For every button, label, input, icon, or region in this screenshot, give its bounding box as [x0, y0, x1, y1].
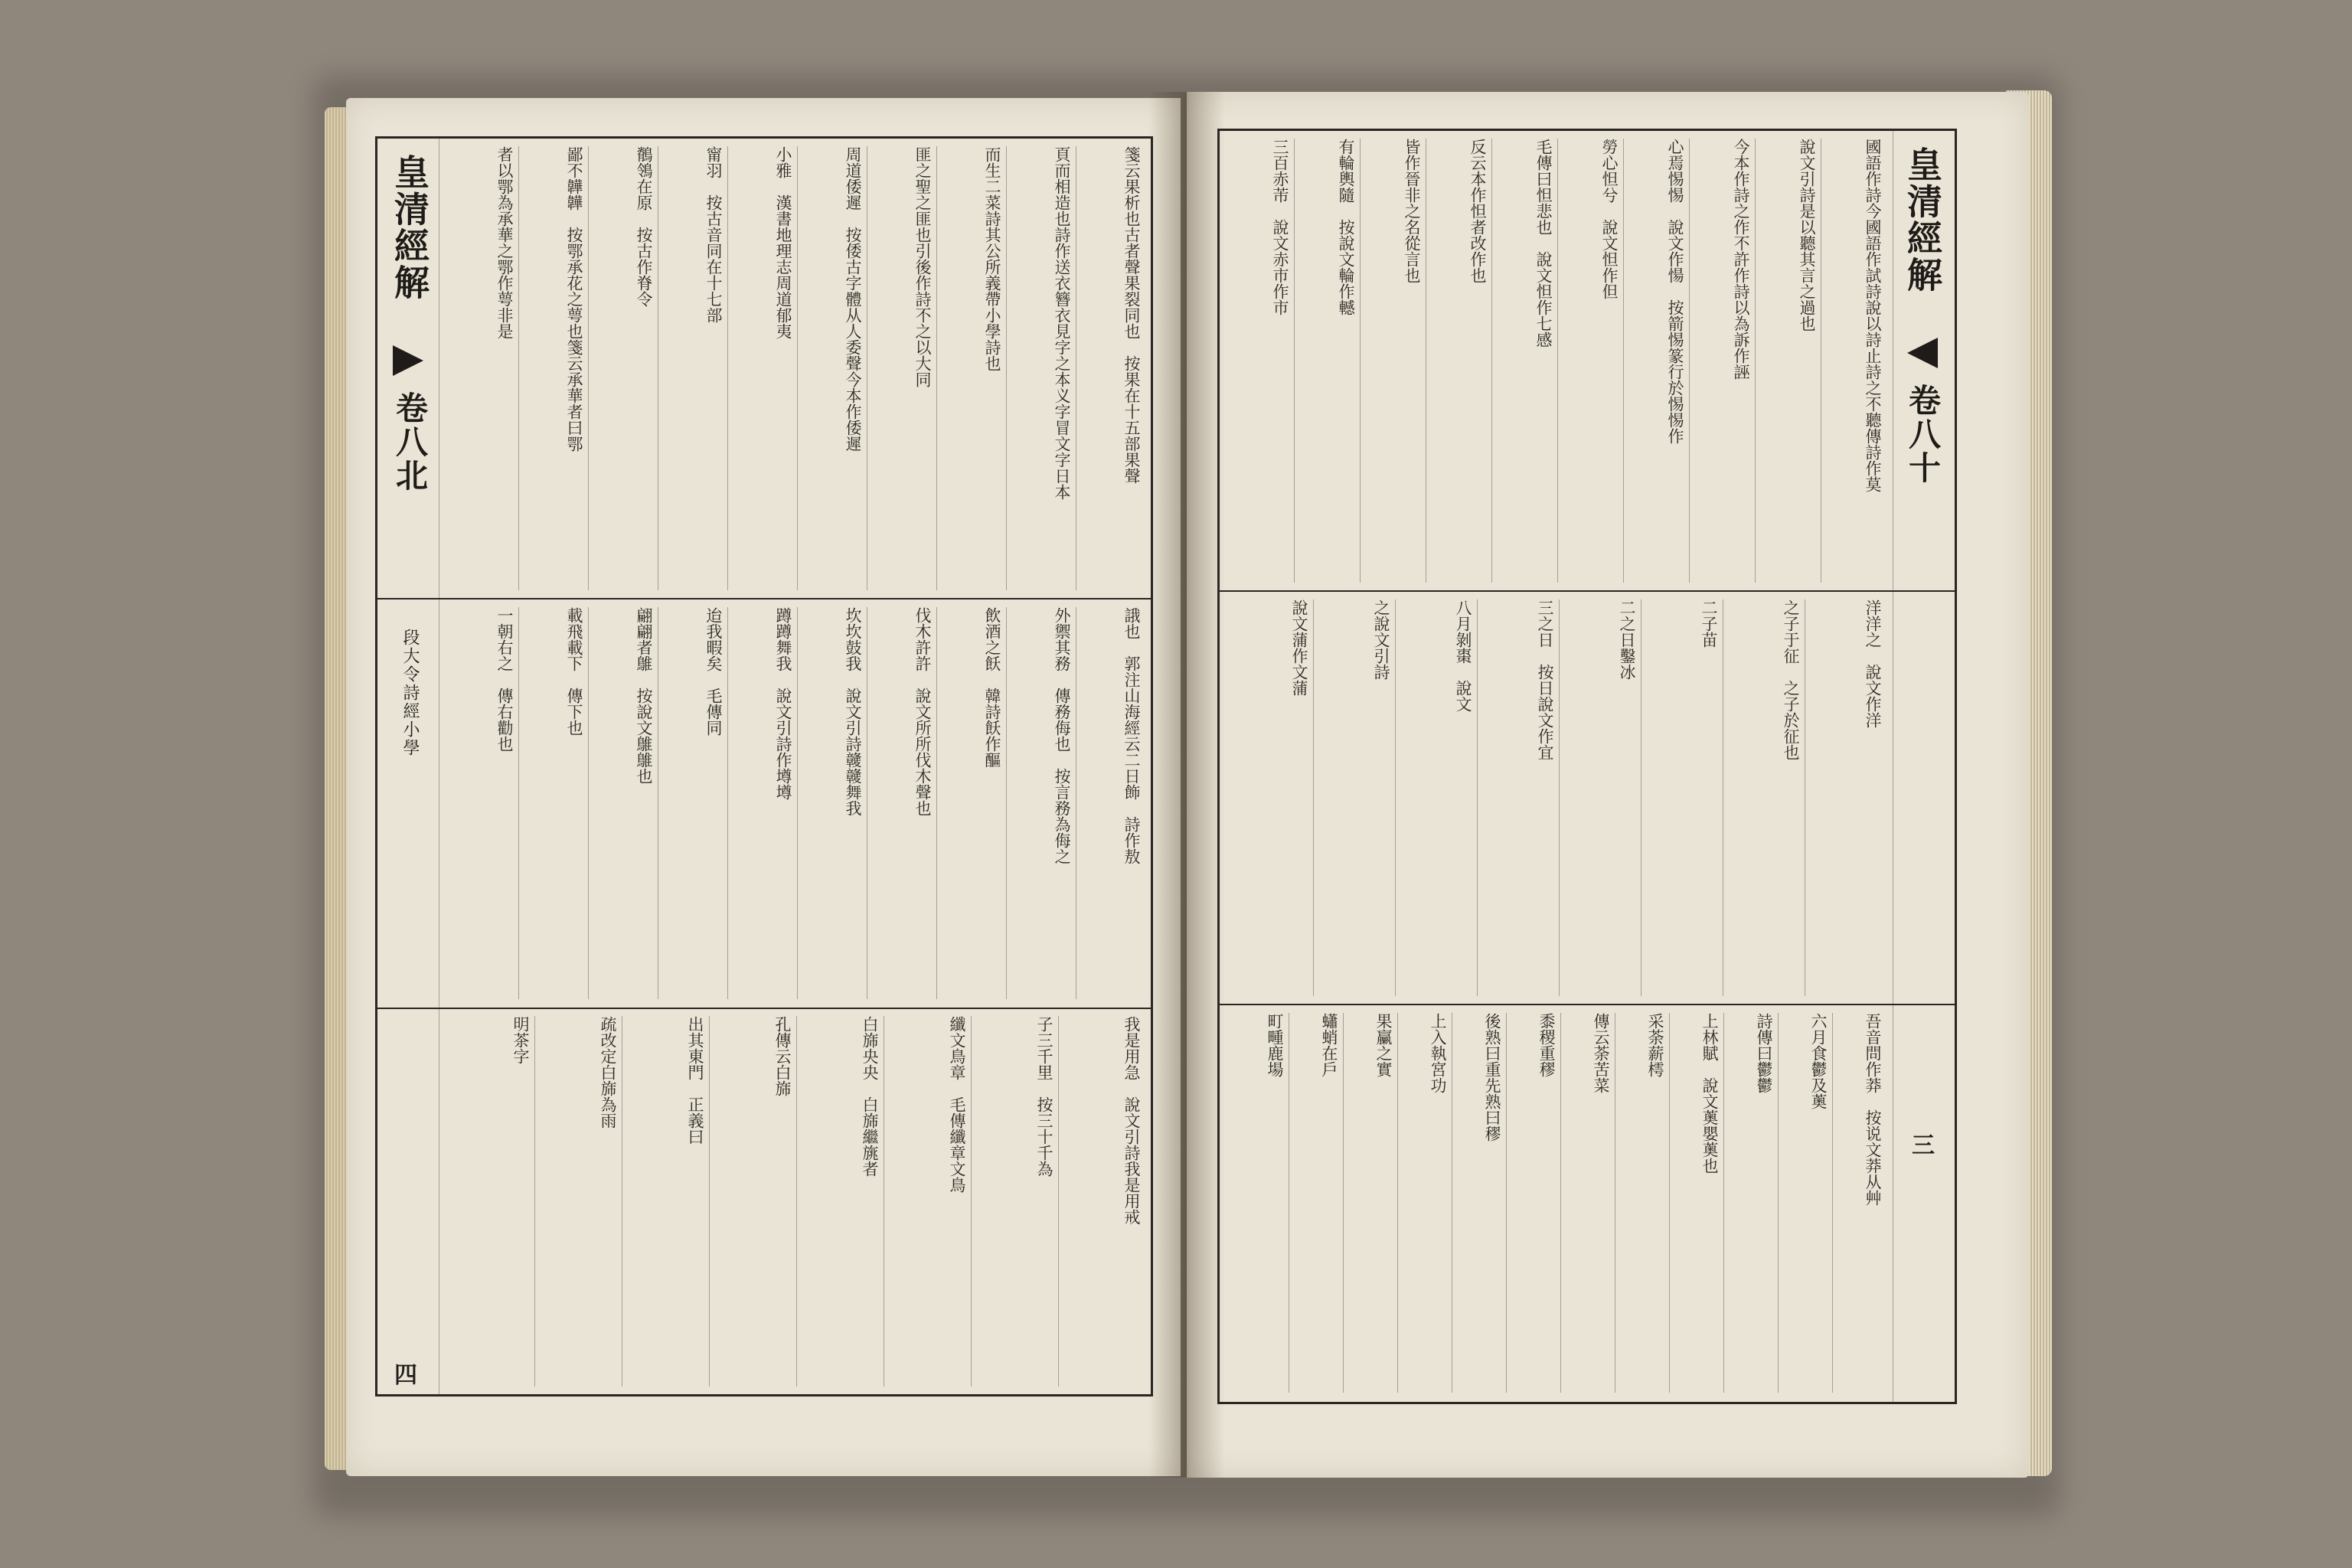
column-rule [1689, 139, 1690, 583]
text-column: 二之日鑿冰 [1618, 599, 1636, 680]
column-rule [588, 146, 589, 590]
text-column: 一朝右之 傳右勸也 [495, 607, 514, 752]
text-column: 說文引詩是以聽其言之過也 [1798, 139, 1816, 332]
text-column: 小雅 漢書地理志周道郁夷 [774, 146, 792, 339]
text-column: 飲酒之飫 韓詩飫作醧 [983, 607, 1001, 768]
column-rule [1477, 599, 1478, 996]
text-column: 之子于征 之子於征也 [1782, 599, 1800, 760]
right-header-volume: 卷八十 [1904, 384, 1942, 485]
column-rule [1557, 139, 1558, 583]
column-rule [1313, 599, 1314, 996]
column-rule [1006, 146, 1007, 590]
column-rule [1778, 1013, 1779, 1393]
text-column: 外禦其務 傳務侮也 按言務為侮之 [1053, 607, 1071, 864]
column-rule [518, 607, 519, 999]
column-rule [1723, 1013, 1724, 1393]
text-column: 我是用急 說文引詩我是用戒 [1122, 1016, 1141, 1225]
left-register-divider-2 [377, 1008, 1151, 1009]
text-column: 傳云荼苦菜 [1592, 1013, 1610, 1093]
left-top-register [446, 146, 1145, 590]
text-column: 蹲蹲舞我 說文引詩作壿壿 [774, 607, 792, 800]
text-column: 伐木許許 說文所所伐木聲也 [913, 607, 932, 816]
text-column: 三百赤芾 說文赤市作市 [1271, 139, 1289, 315]
text-column: 二子苗 [1700, 599, 1718, 648]
left-page-number: 四 [394, 1362, 417, 1389]
column-rule [727, 146, 728, 590]
text-column: 明茶字 [511, 1016, 530, 1064]
text-column: 上入執宮功 [1429, 1013, 1447, 1093]
text-column: 鄙不韡韡 按鄂承花之萼也箋云承華者曰鄂 [565, 146, 583, 452]
text-column: 誐也 郭注山海經云二日飾 詩作敖 [1122, 607, 1141, 864]
text-column: 載飛載下 傳下也 [565, 607, 583, 736]
text-column: 國語作詩今國語作試詩說以詩止詩之不聽傳詩作莫 [1864, 139, 1882, 492]
text-column: 反云本作怛者改作也 [1468, 139, 1487, 283]
column-rule [709, 1016, 710, 1387]
column-rule [797, 607, 798, 999]
fold-mark-icon [393, 345, 423, 376]
text-column: 纖文鳥章 毛傳纖章文鳥 [948, 1016, 966, 1193]
text-column: 六月食鬱及薁 [1809, 1013, 1828, 1109]
text-column: 三之日 按日說文作宜 [1536, 599, 1554, 760]
column-rule [1343, 1013, 1344, 1393]
column-rule [1560, 1013, 1561, 1393]
text-column: 今本作詩之作不許作詩以為訴作誣 [1732, 139, 1750, 380]
right-register-divider-2 [1220, 1004, 1955, 1005]
text-column: 之說文引詩 [1372, 599, 1390, 680]
text-column: 采荼薪樗 [1646, 1013, 1664, 1077]
text-column: 蠨蛸在戶 [1320, 1013, 1338, 1077]
column-rule [797, 146, 798, 590]
column-rule [1006, 607, 1007, 999]
text-column: 翩翩者鵻 按說文鵻鵻也 [635, 607, 653, 784]
column-rule [1623, 139, 1624, 583]
text-column: 周道倭遲 按倭古字體从人委聲今本作倭遲 [844, 146, 862, 452]
right-page-number: 三 [1912, 1132, 1935, 1159]
left-bottom-register [446, 1016, 1145, 1387]
column-rule [1559, 599, 1560, 996]
text-column: 果臝之實 [1374, 1013, 1393, 1077]
text-column: 迨我暇矣 毛傳同 [704, 607, 723, 736]
column-rule [1360, 139, 1361, 583]
text-column: 吾音問作莽 按说文莽从艸 [1864, 1013, 1882, 1206]
column-rule [1755, 139, 1756, 583]
column-rule [796, 1016, 797, 1387]
text-column: 甯羽 按古音同在十七部 [704, 146, 723, 323]
right-middle-register [1226, 599, 1886, 996]
column-rule [588, 607, 589, 999]
text-column: 上林賦 說文薁嬰薁也 [1700, 1013, 1719, 1174]
text-column: 毛傳曰怛悲也 說文怛作七感 [1534, 139, 1553, 348]
left-header-title: 皇清經解 [389, 154, 430, 301]
column-rule [1832, 1013, 1833, 1393]
text-column: 出其東門 正義曰 [686, 1016, 704, 1145]
column-rule [936, 146, 937, 590]
text-column: 頁而相造也詩作送衣簪衣見字之本义字冒文字日本 [1053, 146, 1071, 500]
left-page-frame [375, 136, 1153, 1396]
column-rule [1058, 1016, 1059, 1387]
column-rule [1395, 599, 1396, 996]
text-column: 說文蒲作文蒲 [1290, 599, 1308, 696]
column-rule [1397, 1013, 1398, 1393]
column-rule [518, 146, 519, 590]
column-rule [1294, 139, 1295, 583]
text-column: 八月剝棗 說文 [1454, 599, 1472, 712]
text-column: 洋洋之 說文作洋 [1864, 599, 1882, 728]
column-rule [1491, 139, 1492, 583]
text-column: 坎坎鼓我 說文引詩竷竷舞我 [844, 607, 862, 816]
left-middle-register [446, 607, 1145, 999]
right-bottom-register [1226, 1013, 1886, 1393]
left-book-label: 段大令詩經小學 [400, 629, 420, 757]
column-rule [1669, 1013, 1670, 1393]
right-top-register [1226, 139, 1886, 583]
text-column: 箋云果析也古者聲果裂同也 按果在十五部果聲 [1122, 146, 1141, 484]
text-column: 皆作晉非之名從言也 [1403, 139, 1421, 283]
text-column: 子三千里 按三十千為 [1035, 1016, 1054, 1177]
text-column: 町畽鹿場 [1266, 1013, 1284, 1077]
text-column: 詩傳曰鬱鬱 [1755, 1013, 1773, 1093]
text-column: 後熟曰重先熟曰穋 [1483, 1013, 1501, 1142]
column-rule [1506, 1013, 1507, 1393]
text-column: 而生二菜詩其公所義帶小學詩也 [983, 146, 1001, 371]
column-rule [971, 1016, 972, 1387]
text-column: 有輪輿隨 按說文輪作轗 [1337, 139, 1355, 315]
text-column: 心焉惕惕 說文作愓 按箭惕篆行於惕惕作 [1666, 139, 1684, 444]
column-rule [534, 1016, 535, 1387]
text-column: 者以鄂為承華之鄂作萼非是 [495, 146, 514, 339]
column-rule [727, 607, 728, 999]
text-column: 勞心怛兮 說文怛作但 [1600, 139, 1619, 299]
right-header-title: 皇清經解 [1902, 146, 1943, 293]
column-rule [1641, 599, 1642, 996]
text-column: 匪之聖之匪也引後作詩不之以大同 [913, 146, 932, 387]
column-rule [936, 607, 937, 999]
fold-mark-icon [1907, 338, 1938, 368]
left-register-divider-1 [377, 598, 1151, 599]
text-column: 鶺鴒在原 按古作脊令 [635, 146, 653, 307]
right-register-divider-1 [1220, 590, 1955, 592]
text-column: 疏改定白旆為雨 [599, 1016, 617, 1129]
text-column: 黍稷重穋 [1537, 1013, 1556, 1077]
text-column: 孔傳云白旆 [773, 1016, 792, 1096]
left-header-volume: 卷八北 [391, 391, 429, 492]
text-column: 白旆央央 白旆繼旐者 [861, 1016, 879, 1177]
right-page-frame [1217, 129, 1957, 1404]
